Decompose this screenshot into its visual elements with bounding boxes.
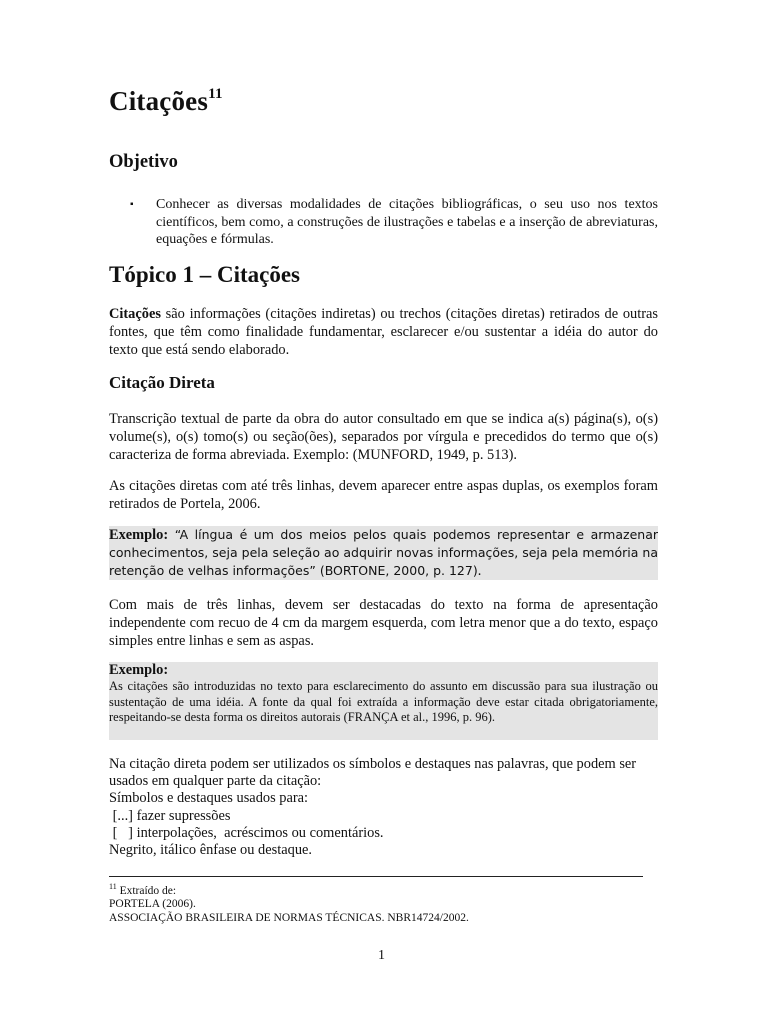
footnote-line-2: PORTELA (2006). (109, 898, 196, 911)
footnote-marker: 11 (208, 86, 223, 102)
page-number: 1 (378, 948, 385, 963)
example-label: Exemplo: (109, 527, 169, 543)
example-label: Exemplo: (109, 662, 169, 678)
symbols-section (109, 756, 658, 859)
intro-bold-term: Citações (109, 306, 161, 322)
objective-item-text: Conhecer as diversas modalidades de citações bibliográficas, o seu uso nos textos científicos, bem como, a construções de ilustrações e tabelas e a inserção de abreviaturas, equações e fórmulas. (156, 197, 658, 247)
footnote-divider (109, 876, 643, 877)
symbol-suppression: [...] fazer supressões (109, 807, 231, 824)
symbols-heading: Símbolos e destaques usados para: (109, 790, 309, 807)
footnote (109, 880, 469, 925)
direct-paragraph-1: Transcrição textual de parte da obra do autor consultado em que se indica a(s) página(s), o(s) volume(s), o(s) tomo(s) ou seção(ões), separados por vírgula e precedidos do termo que o(s) caracteriza de forma abreviada. Exemplo: (MUNFORD, 1949, p. 513). (109, 411, 658, 463)
intro-text: são informações (citações indiretas) ou trechos (citações diretas) retirados de outras fontes, que têm como finalidade fundamentar, esclarecer e/ou sustentar a idéia do autor do texto que está sendo elaborado. (109, 306, 658, 358)
symbol-interpolation: [ ] interpolações, acréscimos ou comentários. (109, 824, 384, 841)
objective-list-item (130, 196, 658, 249)
footnote-line-3: ASSOCIAÇÃO BRASILEIRA DE NORMAS TÉCNICAS. NBR14724/2002. (109, 911, 469, 924)
symbol-emphasis: Negrito, itálico ênfase ou destaque. (109, 842, 312, 859)
symbols-intro: Na citação direta podem ser utilizados os símbolos e destaques nas palavras, que podem ser usados em qualquer parte da citação: (109, 756, 637, 790)
example-end: . (477, 563, 482, 579)
bullet-icon: ▪ (130, 199, 134, 210)
example-box-long-quote (109, 662, 658, 740)
topic-heading: Tópico 1 – Citações (109, 262, 301, 287)
objective-heading: Objetivo (109, 152, 178, 172)
example-quote: “A língua é um dos meios pelos quais podemos representar e armazenar conhecimentos, seja pela seleção ao adquirir novas informações, seja pela memória na retenção de velhas informações” (BORTONE, 2000, p. 127) (109, 527, 658, 578)
direct-paragraph-2: As citações diretas com até três linhas, devem aparecer entre aspas duplas, os exemplos foram retirados de Portela, 2006. (109, 478, 658, 512)
direct-citation-heading: Citação Direta (109, 373, 215, 392)
example-box-short-quote (109, 526, 658, 580)
direct-paragraph-3: Com mais de três linhas, devem ser destacadas do texto na forma de apresentação independente com recuo de 4 cm da margem esquerda, com letra menor que a do texto, espaço simples entre linhas e sem as aspas. (109, 597, 658, 649)
topic-intro-paragraph (109, 305, 658, 359)
footnote-line-1: Extraído de: (116, 884, 177, 897)
footnote-number: 11 (109, 882, 117, 891)
title-text: Citações (109, 86, 209, 116)
example-long-text: As citações são introduzidas no texto para esclarecimento do assunto em discussão para sua ilustração ou sustentação de uma idéia. A fonte da qual foi extraída a informação deve estar citada obrigatoriamente, respeitando-se desta forma os direitos autorais (FRANÇA et al., 1996, p. 96). (109, 679, 658, 724)
page-title (109, 86, 223, 117)
